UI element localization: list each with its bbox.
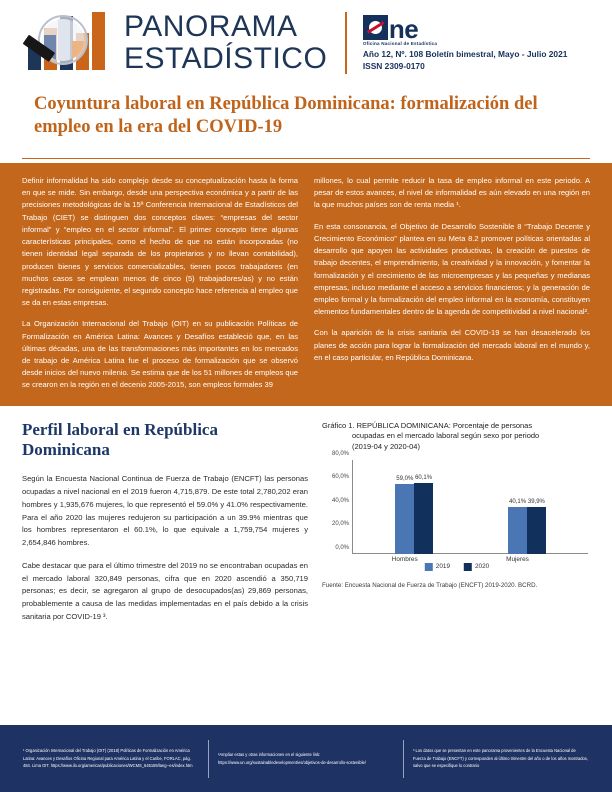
- chart-bars: [353, 460, 588, 554]
- chart-y-tick-label: 0,0%: [335, 544, 349, 551]
- chart-legend-item: [464, 563, 489, 571]
- chart-title-line-1: REPÚBLICA DOMINICANA: Porcentaje de personas: [356, 420, 533, 430]
- title-band: [0, 85, 612, 150]
- title-rule-divider: [22, 158, 590, 159]
- page-header: [0, 0, 612, 85]
- section-heading: Perfil laboral en República Dominicana: [22, 419, 218, 460]
- chart-y-tick-label: 60,0%: [331, 474, 349, 481]
- footnote-1: ¹ Organización Internacional del Trabajo (OIT) (2018) Políticas de Formalización en América Latina: Avances y Desafíos Oficina Regional para América Latina y el Caribe, FORLAC, pág. 484. Lima OIT. https://www.ilo.org/americas/publicaciones/WCMS_645189/lang--es/index.htm: [23, 748, 193, 769]
- chart-y-tick-label: 80,0%: [331, 450, 349, 457]
- chart-bar: [508, 460, 527, 554]
- header-divider: [345, 12, 347, 74]
- chart-y-axis: [324, 450, 352, 554]
- chart-legend-label: 2020: [475, 563, 490, 571]
- one-logo-subtitle: Oficina Nacional de Estadística: [362, 41, 438, 47]
- intro-highlight-block: [0, 163, 612, 406]
- chart-value-label: 40,1%: [509, 498, 527, 505]
- footnote-2: ²Ampliar estas y otras informaciones en el siguiente link: https://www.un.org/sustainabledevelopment/es/objetivos-de-desarrollo-sostenible/: [218, 751, 366, 765]
- body-column-left: [22, 420, 308, 634]
- chart-category-label: Mujeres: [506, 555, 529, 563]
- chart-value-label: 39,9%: [527, 498, 545, 505]
- issue-line-2: ISSN 2309-0170: [362, 60, 425, 71]
- intro-column-right: [314, 175, 590, 392]
- intro-paragraph: La Organización Internacional del Trabajo (OIT) en su publicación Políticas de Formalización en América Latina: Avances y Desafíos estableció que, en las últimas décadas, una de las transformaciones más importantes en los mercados de trabajo de América Latina fue el proceso de formalización que se observó desde inicios del nuevo milenio. Se estima que de los 51 millones de empleos que se crearon en la región en el decenio 2005-2015, son empleos formales 39: [22, 319, 298, 390]
- chart-number: Gráfico 1.: [322, 420, 355, 430]
- chart-legend: [425, 563, 489, 571]
- chart-legend-label: 2019: [435, 563, 450, 571]
- intro-paragraph: Definir informalidad ha sido complejo desde su conceptualización hasta la forma en que se mide. Sin embargo, desde una perspectiva económica y a partir de las precisiones metodológicas de la 15ª Conferencia Internacional de Estadísticos del Trabajo (CIET) se distinguen dos conceptos claves: “empresas del sector informal” y “empleo en el sector informal”. El primer concepto tiene algunas características principales, como el hecho de que no están incorporadas (no tienen identidad legal separada de los propietarios y no llevan contabilidad), producen bienes y servicios comercializables, tienen pocos trabajadores (en muchos casos se emplean menos de cinco (5) trabajadores/as) y no están registradas. Por consiguiente, el segundo concepto hace referencia al empleo que se da en estas empresas.: [22, 175, 298, 308]
- body-paragraph: Cabe destacar que para el último trimestre del 2019 no se encontraban ocupadas en el mercado laboral 320,849 personas, cifra que en 2020 ascendió a 350,719 personas; es decir, se agregaron al grupo de desocupados(as) 29,869 personas, probablemente a causa de las medidas implementadas en el país debido a la crisis sanitaria por COVID-19 ³.: [22, 560, 308, 621]
- chart-bar: [527, 460, 546, 554]
- chart-category-label: Hombres: [391, 555, 418, 563]
- footnote-3: ³ Los datos que se presentan en este panorama provenientes de la Encuesta Nacional de Fuerza de Trabajo (ENCFT) y corresponden al último trimestre del año o de los años mostrados, salvo que se especifique lo contrario: [413, 748, 588, 769]
- body-column-right: [322, 420, 590, 634]
- chart-legend-swatch: [464, 563, 472, 571]
- intro-paragraph: Con la aparición de la crisis sanitaria del COVID-19 se han desacelerado los planes de acción para lograr la formalización del mercado laboral en el mundo y, en el caso particular, en República Dominicana.: [314, 328, 590, 362]
- chart-title-line-2: ocupadas en el mercado laboral según sexo por periodo: [352, 431, 540, 441]
- chart-plot-area: [324, 450, 590, 572]
- chart-y-tick-label: 20,0%: [331, 521, 349, 528]
- body-content: [0, 406, 612, 634]
- chart-legend-item: [425, 563, 450, 571]
- panorama-brand: [22, 9, 328, 75]
- chart-bar: [414, 460, 433, 554]
- intro-paragraph: millones, lo cual permite reducir la tasa de empleo informal en este periodo. A pesar de estos avances, el nivel de informalidad es aún elevado en una región en la que muchos países son de renta media ¹.: [314, 175, 590, 210]
- intro-column-left: [22, 175, 298, 392]
- panorama-logo-icon: [22, 12, 114, 74]
- intro-paragraph: En esta consonancia, el Objetivo de Desarrollo Sostenible 8 “Trabajo Decente y Crecimiento Económico” plantea en su Meta 8.2 promover políticas orientadas al desarrollo que apoyen las actividades productivas, la creación de puestos de trabajo decentes, el emprendimiento, la creatividad y la innovación, y fomentar la formalización y el crecimiento de las microempresas y las pequeñas y medianas empresas, incluso mediante el acceso a servicios financieros; y la generación de empleo formal y la formalización del empleo informal en la economía, constituyen elementos fundamentales dentro de la agenda de competitividad a nivel nacional².: [314, 221, 590, 317]
- chart-y-tick-label: 40,0%: [331, 497, 349, 504]
- publication-wordmark: [124, 9, 328, 75]
- chart-title: [322, 421, 590, 453]
- issue-line-1: Año 12, Nº. 108 Boletín bimestral, Mayo - Julio 2021: [362, 49, 568, 60]
- page-footer: [0, 725, 612, 792]
- chart-title-line-3: (2019-04 y 2020-04): [352, 441, 420, 451]
- page-title: Coyuntura laboral en República Dominicana: formalización del empleo en la era del COVID-19: [34, 94, 538, 138]
- one-institution-block: [363, 13, 594, 72]
- wordmark-line-1: PANORAMA: [124, 9, 298, 43]
- one-logo-letters: ne: [388, 14, 419, 45]
- chart-legend-swatch: [425, 563, 433, 571]
- wordmark-line-2: ESTADÍSTICO: [124, 41, 328, 75]
- chart-value-label: 60,1%: [415, 475, 433, 482]
- body-paragraph: Según la Encuesta Nacional Continua de Fuerza de Trabajo (ENCFT) las personas ocupadas a nivel nacional en el 2019 fueron 4,715,879. De este total 2,780,202 eran hombres y 1,935,676 mujeres, lo que representó el 59.0% y 41.0% respectivamente. Para el año 2020 las mujeres redujeron su participación a un 39.9% mientras que los hombres representaron el 60.1%, lo que equivale a 1,759,754 mujeres y 2,654,846 hombres.: [22, 474, 308, 548]
- chart-source-note: Fuente: Encuesta Nacional de Fuerza de Trabajo (ENCFT) 2019-2020. BCRD.: [322, 581, 538, 589]
- chart-value-label: 59,0%: [396, 476, 414, 483]
- chart-figure: [322, 420, 590, 589]
- chart-bar: [395, 460, 414, 554]
